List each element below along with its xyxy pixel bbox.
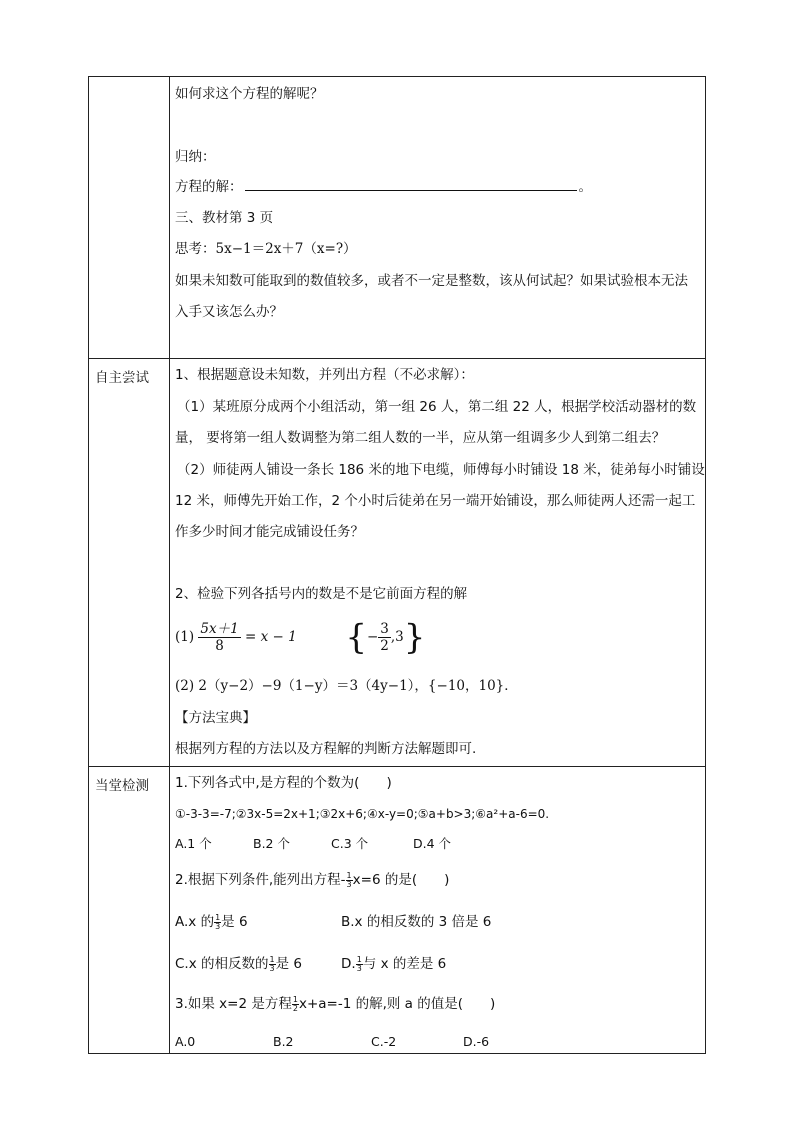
- problem-1-line-1: （1）某班原分成两个小组活动，第一组 26 人，第二组 22 人，根据学校活动器材的数: [177, 399, 697, 415]
- task-1: 1、根据题意设未知数，并列出方程（不必求解）：: [175, 367, 474, 383]
- row-label-self-study: 自主尝试: [95, 370, 149, 386]
- solution-line: [175, 178, 592, 196]
- q3-option-d: D.-6: [463, 1034, 490, 1049]
- question-1-items: ①-3-3=-7;②3x-5=2x+1;③2x+6;④x-y=0;⑤a+b>3;⑥a²+a-6=0.: [175, 807, 550, 821]
- question-2: 2.根据下列条件,能列出方程- $\frac{1}{3}$ x=6 的是( ): [175, 870, 450, 889]
- q1-option-d: D.4 个: [413, 836, 452, 851]
- question-2-options-cd: [175, 955, 446, 973]
- solution-label: 方程的解：: [175, 179, 243, 195]
- right-brace: }: [403, 617, 426, 658]
- q2-option-d: D. $\frac{1}{3}$ 与 x 的差是 6: [341, 954, 447, 973]
- column-divider: [169, 77, 170, 1053]
- q2-option-c: C.x 的相反数的 $\frac{1}{3}$ 是 6: [175, 954, 302, 973]
- think-equation: 思考：5x−1＝2x＋7（x=?）: [175, 241, 357, 257]
- summary-label: 归纳：: [175, 149, 216, 165]
- question-solve: 如何求这个方程的解呢？: [175, 86, 324, 102]
- solution-blank: [245, 178, 577, 191]
- question-2-options-ab: [175, 913, 491, 931]
- q3-option-a: A.0: [175, 1034, 196, 1049]
- method-text: 根据列方程的方法以及方程解的判断方法解题即可.: [175, 741, 477, 757]
- worksheet-table: [88, 76, 706, 1054]
- question-1-options: [175, 835, 451, 853]
- left-brace: {: [345, 617, 367, 658]
- equation-2: (2) 2（y−2）−9（1−y）＝3（4y−1），{−10，10}．: [175, 678, 518, 694]
- think-question-1: 如果未知数可能取到的数值较多，或者不一定是整数，该从何试起？如果试验根本无法: [175, 273, 688, 289]
- set-fraction: $\frac{3}{2}$: [380, 621, 389, 654]
- row-divider-1: [89, 358, 705, 359]
- set-tail: ,3: [390, 629, 404, 645]
- task-2: 2、检验下列各括号内的数是不是它前面方程的解: [175, 586, 468, 602]
- q1-option-b: B.2 个: [253, 836, 290, 851]
- problem-2-line-2: 12 米，师傅先开始工作，2 个小时后徒弟在另一端开始铺设，那么师徒两人还需一起工: [175, 493, 696, 509]
- q2-fraction: $\frac{1}{3}$: [346, 870, 352, 889]
- row-divider-2: [89, 766, 705, 767]
- q1-option-a: A.1 个: [175, 836, 212, 851]
- row-label-check: 当堂检测: [95, 778, 149, 794]
- question-3-options: [175, 1033, 489, 1051]
- section-3: 三、教材第 3 页: [175, 210, 274, 226]
- equation-1-prefix: (1): [175, 629, 195, 645]
- q2-option-a: A.x 的 $\frac{1}{3}$ 是 6: [175, 912, 248, 931]
- q3-option-c: C.-2: [371, 1034, 397, 1049]
- q2-option-b: B.x 的相反数的 3 倍是 6: [341, 914, 492, 930]
- equation-1-rhs: = x − 1: [245, 629, 297, 645]
- solution-end: 。: [578, 179, 592, 195]
- method-title: 【方法宝典】: [175, 710, 256, 726]
- q1-option-c: C.3 个: [331, 836, 369, 851]
- problem-2-line-3: 作多少时间才能完成铺设任务？: [175, 524, 364, 540]
- problem-1-line-2: 量， 要将第一组人数调整为第二组人数的一半，应从第一组调多少人到第二组去？: [175, 430, 666, 446]
- question-1: 1.下列各式中,是方程的个数为( ): [175, 775, 392, 791]
- equation-1-fraction: $\frac{5x+1}{8}$: [200, 621, 239, 654]
- q3-fraction: $\frac{1}{2}$: [292, 994, 298, 1013]
- think-question-2: 入手又该怎么办？: [175, 304, 283, 320]
- q3-option-b: B.2: [273, 1034, 294, 1049]
- equation-1: (1) $\frac{5x+1}{8}$ = x − 1 {− $\frac{3}{2}$ ,3}: [175, 617, 426, 658]
- question-3: 3.如果 x=2 是方程 $\frac{1}{2}$ x+a=-1 的解,则 a 的值是( ): [175, 994, 496, 1013]
- problem-2-line-1: （2）师徒两人铺设一条长 186 米的地下电缆，师傅每小时铺设 18 米，徒弟每小时铺设: [177, 462, 705, 478]
